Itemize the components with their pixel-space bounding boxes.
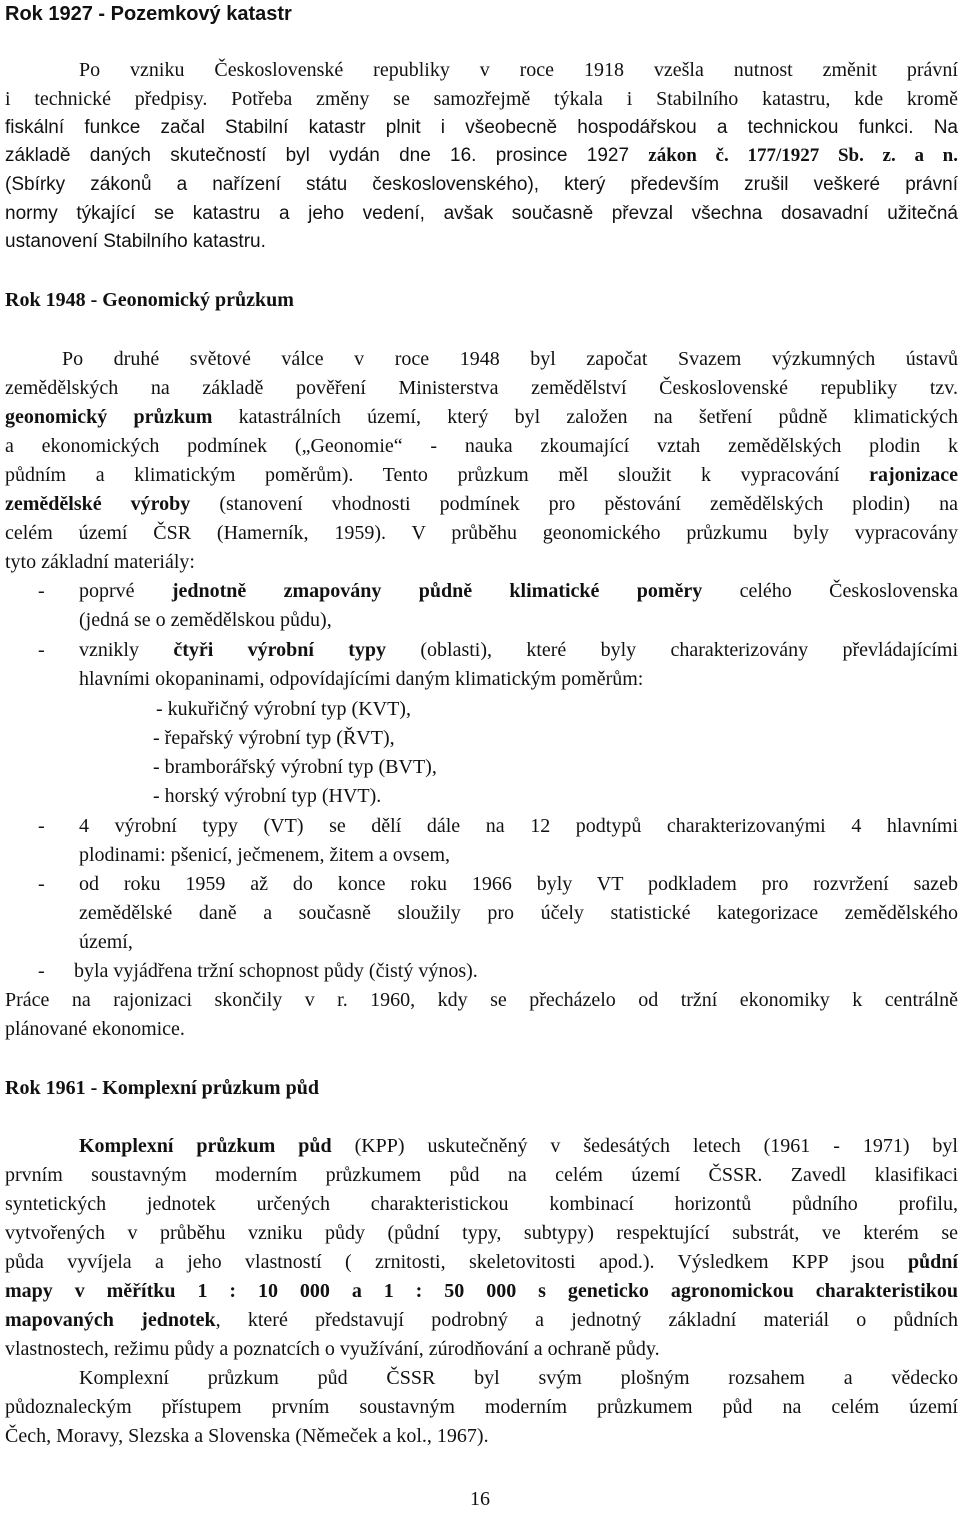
list-dash: - — [38, 960, 45, 982]
paragraph-line: mapy v měřítku 1 : 10 000 a 1 : 50 000 s geneticko agronomickou charakteristikou — [5, 1280, 958, 1302]
section-heading-1961: Rok 1961 - Komplexní průzkum půd — [5, 1077, 319, 1099]
paragraph-line: a ekonomických podmínek („Geonomie“ - nauka zkoumající vztah zemědělských plodin k — [5, 435, 958, 457]
paragraph-line: fiskální funkce začal Stabilní katastr plnit i všeobecně hospodářskou a technickou funkci. Na — [5, 117, 958, 138]
bold-term: jednotně zmapovány půdně klimatické poměry — [171, 580, 703, 602]
paragraph-line: vlastnostech, režimu půdy a poznatcích o využívání, zúrodňování a ochraně půdy. — [5, 1338, 660, 1360]
paragraph-line: prvním soustavným moderním průzkumem půd na celém území ČSSR. Zavedl klasifikaci — [5, 1164, 958, 1186]
bold-term: zemědělské výroby — [5, 493, 191, 515]
bold-term: mapovaných jednotek — [5, 1309, 216, 1331]
list-item-continuation: území, — [79, 931, 133, 953]
paragraph-line: Po druhé světové válce v roce 1948 byl započat Svazem výzkumných ústavů — [62, 348, 958, 370]
production-type: - řepařský výrobní typ (ŘVT), — [153, 727, 395, 749]
paragraph-line: půdoznaleckým přístupem prvním soustavným moderním průzkumem půd na celém území — [5, 1396, 958, 1418]
text-span: (stanovení vhodnosti podmínek pro pěstování zemědělských plodin) na — [190, 493, 958, 515]
list-item: 4 výrobní typy (VT) se dělí dále na 12 podtypů charakterizovanými 4 hlavními — [79, 815, 958, 837]
section-heading-1948: Rok 1948 - Geonomický průzkum — [5, 289, 294, 311]
section-heading-1927: Rok 1927 - Pozemkový katastr — [5, 3, 292, 25]
paragraph-line — [5, 461, 958, 490]
production-type: - bramborářský výrobní typ (BVT), — [153, 756, 437, 778]
paragraph-line — [5, 1306, 958, 1335]
bold-term: geonomický průzkum — [5, 406, 213, 428]
text-span: půda vyvíjela a jeho vlastností ( zrnitosti, skeletovitosti apod.). Výsledkem KPP jsou — [5, 1251, 908, 1273]
paragraph-line: zemědělských na základě pověření Ministerstva zemědělství Československé republiky tzv. — [5, 377, 958, 399]
text-span: celého Československa — [702, 580, 958, 602]
paragraph-line: celém území ČSR (Hamerník, 1959). V průběhu geonomického průzkumu byly vypracovány — [5, 522, 958, 544]
paragraph-line — [5, 1248, 958, 1277]
text-span: vznikly — [79, 639, 174, 661]
paragraph-line: plánované ekonomice. — [5, 1018, 185, 1040]
bold-term: čtyři výrobní typy — [173, 639, 387, 661]
bold-term: půdní — [907, 1251, 958, 1273]
paragraph-line: syntetických jednotek určených charakteristickou kombinací horizontů půdního profilu, — [5, 1193, 958, 1215]
bold-term: Komplexní průzkum půd — [79, 1135, 332, 1157]
paragraph-line: ustanovení Stabilního katastru. — [5, 231, 266, 252]
list-item — [79, 636, 958, 665]
list-dash: - — [38, 639, 45, 661]
paragraph-line: Komplexní průzkum půd ČSSR byl svým plošným rozsahem a vědecko — [79, 1367, 958, 1389]
text-span: katastrálních území, který byl založen na šetření půdně klimatických — [212, 406, 958, 428]
paragraph-line: normy týkající se katastru a jeho vedení, avšak současně převzal všechna dosavadní užitečná — [5, 203, 958, 224]
list-item-continuation: plodinami: pšenicí, ječmenem, žitem a ovsem, — [79, 844, 451, 866]
paragraph-line: Po vzniku Československé republiky v roce 1918 vzešla nutnost změnit právní — [79, 59, 958, 81]
paragraph-line — [5, 141, 958, 170]
list-dash: - — [38, 873, 45, 895]
production-type: - horský výrobní typ (HVT). — [153, 785, 382, 807]
list-dash: - — [38, 815, 45, 837]
paragraph-line: tyto základní materiály: — [5, 551, 195, 573]
list-item-continuation: hlavními okopaninami, odpovídajícími daným klimatickým poměrům: — [79, 668, 644, 690]
text-span: (oblasti), které byly charakterizovány převládajícími — [386, 639, 958, 661]
page-number: 16 — [470, 1488, 490, 1510]
paragraph-line: (Sbírky zákonů a nařízení státu československého), který především zrušil veškeré právní — [5, 174, 958, 195]
text-span: půdním a klimatickým poměrům). Tento průzkum měl sloužit k vypracování — [5, 464, 870, 486]
text-span: základě daných skutečností byl vydán dne 16. prosince 1927 — [5, 145, 649, 166]
paragraph-line: Čech, Moravy, Slezska a Slovenska (Němeček a kol., 1967). — [5, 1425, 489, 1447]
paragraph-line — [79, 1132, 958, 1161]
text-span: poprvé — [79, 580, 172, 602]
list-item-continuation: zemědělské daně a současně sloužily pro účely statistické kategorizace zemědělského — [79, 902, 958, 924]
paragraph-line: Práce na rajonizaci skončily v r. 1960, kdy se přecházelo od tržní ekonomiky k centrálně — [5, 989, 958, 1011]
list-item: byla vyjádřena tržní schopnost půdy (čistý výnos). — [74, 960, 478, 982]
text-span: (KPP) uskutečněný v šedesátých letech (1961 - 1971) byl — [331, 1135, 958, 1157]
list-item — [79, 577, 958, 606]
text-span: , které představují podrobný a jednotný základní materiál o půdních — [215, 1309, 958, 1331]
list-dash: - — [38, 580, 45, 602]
production-type: - kukuřičný výrobní typ (KVT), — [156, 698, 411, 720]
law-reference: zákon č. 177/1927 Sb. z. a n. — [648, 145, 958, 166]
bold-term: rajonizace — [869, 464, 958, 486]
list-item: od roku 1959 až do konce roku 1966 byly VT podkladem pro rozvržení sazeb — [79, 873, 958, 895]
paragraph-line — [5, 403, 958, 432]
paragraph-line: i technické předpisy. Potřeba změny se samozřejmě týkala i Stabilního katastru, kde kromě — [5, 88, 958, 110]
list-item-continuation: (jedná se o zemědělskou půdu), — [79, 609, 332, 631]
paragraph-line — [5, 490, 958, 519]
paragraph-line: vytvořených v průběhu vzniku půdy (půdní typy, subtypy) respektující substrát, ve kterém se — [5, 1222, 958, 1244]
